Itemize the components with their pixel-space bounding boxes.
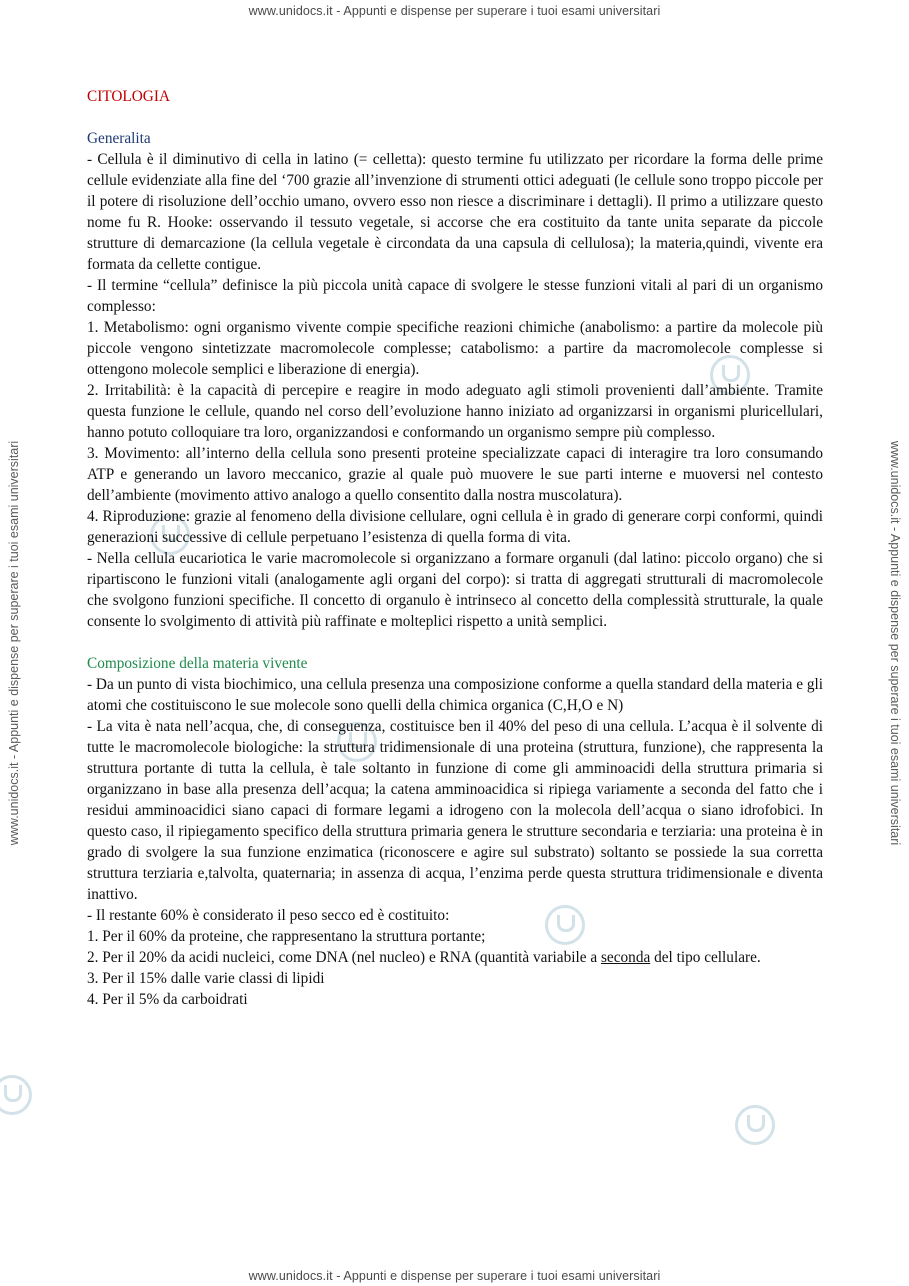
underlined-word: seconda xyxy=(600,949,651,966)
unidocs-logo-icon xyxy=(735,1105,775,1145)
list-item: 1. Per il 60% da proteine, che rappresentano la struttura portante; xyxy=(87,928,486,945)
paragraph: 2. Irritabilità: è la capacità di percepire e reagire in modo adeguato agli stimoli provenienti dall’ambiente. Tramite questa funzione le cellule, quando nel corso dell’evoluzione hanno iniziato ad organizzarsi in organismi pluricellulari, hanno potuto colloquiare tra loro, organizzandosi e conformando un organismo sempre più complesso. xyxy=(87,382,823,441)
page-header-watermark: www.unidocs.it - Appunti e dispense per superare i tuoi esami universitari xyxy=(248,4,661,18)
list-item xyxy=(87,947,823,968)
list-item: 3. Per il 15% dalle varie classi di lipidi xyxy=(87,970,325,987)
section-heading-composizione: Composizione della materia vivente xyxy=(87,655,308,672)
list-item-text: 2. Per il 20% da acidi nucleici, come DNA (nel nucleo) e RNA (quantità variabile a xyxy=(87,949,601,966)
paragraph: - La vita è nata nell’acqua, che, di conseguenza, costituisce ben il 40% del peso di una cellula. L’acqua è il solvente di tutte le macromolecole biologiche: la struttura tridimensionale di una proteina (struttura, funzione), che rappresenta la struttura portante di tutta la cellula, è tale soltanto in funzione di come gli amminoacidi della struttura primaria si organizzano in base alla presenza dell’acqua; la catena amminoacidica si ripiega variamente a seconda del fatto che i residui amminoacidici siano capaci di formare legami a idrogeno con la molecola dell’acqua o siano idrofobici. In questo caso, il ripiegamento specifico della struttura primaria genera le strutture secondaria e terziaria: una proteina è in grado di svolgere la sua funzione enzimatica (riconoscere e agire sul substrato) soltanto se possiede la sua corretta struttura terziaria e,talvolta, quaternaria; in assenza di acqua, l’enzima perde questa struttura tridimensionale e diventa inattivo. xyxy=(87,718,823,903)
paragraph: 1. Metabolismo: ogni organismo vivente compie specifiche reazioni chimiche (anabolismo: a partire da molecole più piccole vengono sintetizzate macromolecole complesse; catabolismo: a partire da macromolecole complesse si ottengono molecole semplici e liberazione di energia). xyxy=(87,319,823,378)
left-margin-text: www.unidocs.it - Appunti e dispense per superare i tuoi esami universitari xyxy=(7,440,21,846)
paragraph: - Nella cellula eucariotica le varie macromolecole si organizzano a formare organuli (dal latino: piccolo organo) che si ripartiscono le funzioni vitali (analogamente agli organi del corpo): si tratta di aggregati strutturali di macromolecole che svolgono funzioni specifiche. Il concetto di organulo è intrinseco al concetto della complessità strutturale, la quale consente lo svolgimento di attività più raffinate e molteplici rispetto a unità semplici. xyxy=(87,550,823,630)
paragraph: - Cellula è il diminutivo di cella in latino (= celletta): questo termine fu utilizzato per ricordare la forma delle prime cellule evidenziate alla fine del ‘700 grazie all’invenzione di strumenti ottici adeguati (le cellule sono troppo piccole per il potere di risoluzione dell’occhio umano, ovvero esso non riesce a discriminare i dettagli). Il primo a utilizzare questo nome fu R. Hooke: osservando il tessuto vegetale, si accorse che era costituito da tante unita separate da piccole strutture di demarcazione (la cellula vegetale è circondata da una capsula di cellulosa); la materia,quindi, vivente era formata da cellette contigue. xyxy=(87,151,823,273)
unidocs-logo-icon xyxy=(0,1075,32,1115)
paragraph: 4. Riproduzione: grazie al fenomeno della divisione cellulare, ogni cellula è in grado di generare corpi conformi, quindi generazioni successive di cellule perpetuano l’esistenza di quella forma di vita. xyxy=(87,508,823,546)
list-item-text: del tipo cellulare. xyxy=(650,949,761,966)
list-item: 4. Per il 5% da carboidrati xyxy=(87,991,248,1008)
document-body xyxy=(87,86,823,1010)
paragraph: - Il termine “cellula” definisce la più piccola unità capace di svolgere le stesse funzioni vitali al pari di un organismo complesso: xyxy=(87,277,823,315)
document-title: CITOLOGIA xyxy=(87,88,170,105)
paragraph: 3. Movimento: all’interno della cellula sono presenti proteine specializzate capaci di interagire tra loro consumando ATP e generando un lavoro meccanico, grazie al quale può muovere le sue parti interne e muoversi nel contesto dell’ambiente (movimento attivo analogo a quello consentito dalla nostra muscolatura). xyxy=(87,445,823,504)
section-heading-generalita: Generalita xyxy=(87,130,151,147)
right-margin-text: www.unidocs.it - Appunti e dispense per superare i tuoi esami universitari xyxy=(888,440,902,846)
paragraph: - Il restante 60% è considerato il peso secco ed è costituito: xyxy=(87,907,450,924)
paragraph: - Da un punto di vista biochimico, una cellula presenza una composizione conforme a quella standard della materia e gli atomi che costituiscono le sue molecole sono quelli della chimica organica (C,H,O e N) xyxy=(87,676,823,714)
page-footer-watermark: www.unidocs.it - Appunti e dispense per superare i tuoi esami universitari xyxy=(248,1269,661,1283)
